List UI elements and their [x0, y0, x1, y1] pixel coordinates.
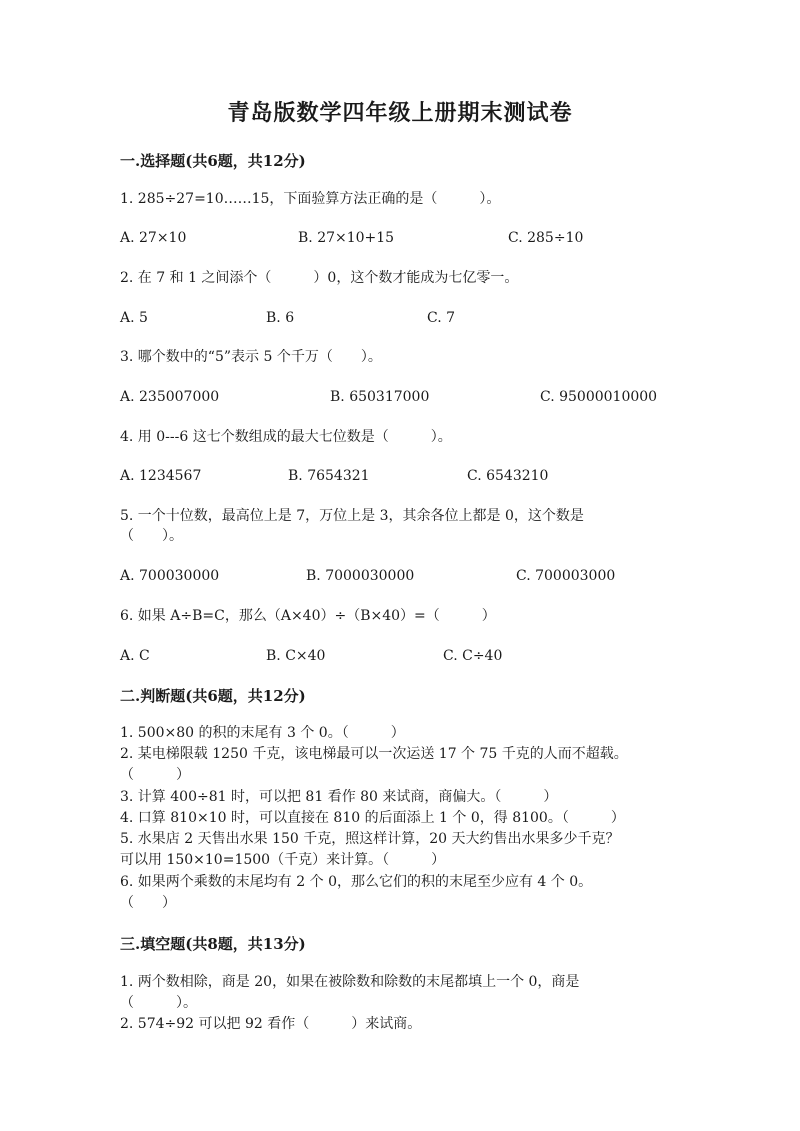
question-text: 3. 哪个数中的“5”表示 5 个千万（ ）。 — [120, 349, 382, 365]
option-b: B. C×40 — [266, 648, 326, 664]
statement-line: 5. 水果店 2 天售出水果 150 千克，照这样计算，20 天大约售出水果多少千克？ — [120, 831, 620, 847]
option-a: A. 5 — [120, 310, 148, 326]
option-b: B. 6 — [266, 310, 295, 326]
option-a: A. 1234567 — [120, 468, 202, 484]
statement-line: 4. 口算 810×10 时，可以直接在 810 的后面添上 1 个 0，得 8100。（ ） — [120, 810, 625, 826]
question-text: 4. 用 0---6 这七个数组成的最大七位数是（ ）。 — [120, 429, 452, 445]
section-heading-judgement: 二.判断题(共6题，共12分) — [120, 687, 306, 705]
option-b: B. 7654321 — [288, 468, 370, 484]
option-b: B. 650317000 — [330, 389, 430, 405]
fill-in-line: （ ）。 — [120, 995, 197, 1011]
question-text: 1. 285÷27=10……15，下面验算方法正确的是（ ）。 — [120, 191, 501, 207]
option-a: A. 700030000 — [120, 568, 220, 584]
question-text: 2. 在 7 和 1 之间添个（ ）0，这个数才能成为七亿零一。 — [120, 270, 519, 286]
question-text: 6. 如果 A÷B=C，那么（A×40）÷（B×40）=（ ） — [120, 608, 496, 624]
option-a: A. 235007000 — [120, 389, 220, 405]
statement-line: 1. 500×80 的积的末尾有 3 个 0。（ ） — [120, 725, 405, 741]
statement-line: 2. 某电梯限载 1250 千克，该电梯最可以一次运送 17 个 75 千克的人而不超载。 — [120, 746, 628, 762]
option-c: C. 95000010000 — [540, 389, 658, 405]
option-b: B. 7000030000 — [306, 568, 415, 584]
option-a: A. C — [120, 648, 150, 664]
option-a: A. 27×10 — [120, 230, 187, 246]
page-title: 青岛版数学四年级上册期末测试卷 — [227, 100, 573, 126]
fill-in-line: 1. 两个数相除，商是 20，如果在被除数和除数的末尾都填上一个 0，商是 — [120, 974, 580, 990]
question-text-continued: （ ）。 — [120, 528, 183, 544]
option-c: C. C÷40 — [443, 648, 503, 664]
option-c: C. 700003000 — [516, 568, 616, 584]
statement-line: 6. 如果两个乘数的末尾均有 2 个 0，那么它们的积的末尾至少应有 4 个 0。 — [120, 874, 593, 890]
statement-line: 可以用 150×10=1500（千克）来计算。（ ） — [120, 852, 446, 868]
statement-line: 3. 计算 400÷81 时，可以把 81 看作 80 来试商，商偏大。（ ） — [120, 789, 558, 805]
option-c: C. 285÷10 — [508, 230, 584, 246]
section-heading-choice: 一.选择题(共6题，共12分) — [120, 152, 306, 170]
fill-in-line: 2. 574÷92 可以把 92 看作（ ）来试商。 — [120, 1016, 422, 1032]
option-c: C. 7 — [427, 310, 456, 326]
option-b: B. 27×10+15 — [298, 230, 395, 246]
statement-line: （ ） — [120, 767, 190, 783]
option-c: C. 6543210 — [467, 468, 549, 484]
question-text: 5. 一个十位数，最高位上是 7，万位上是 3，其余各位上都是 0，这个数是 — [120, 508, 584, 524]
section-heading-fill-in: 三.填空题(共8题，共13分) — [120, 935, 306, 953]
statement-line: （ ） — [120, 895, 176, 911]
